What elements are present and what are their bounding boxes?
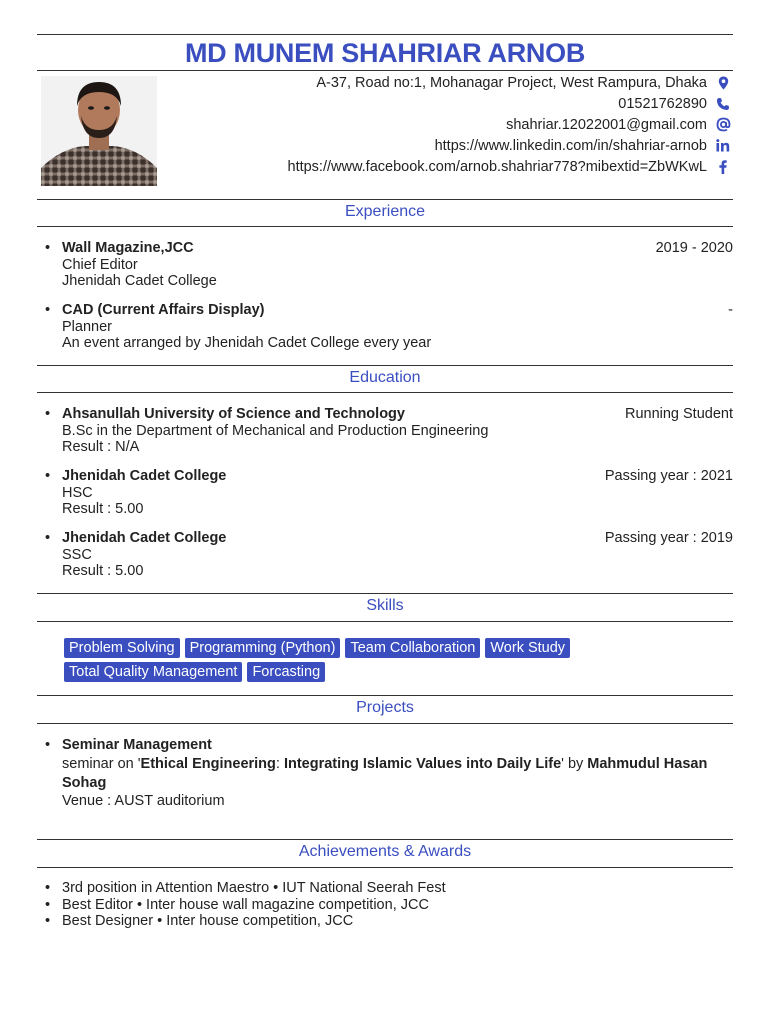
achievements-heading: Achievements & Awards [298, 843, 472, 860]
profile-photo [41, 76, 157, 186]
bullet: • [45, 530, 51, 546]
bullet: • [45, 913, 51, 929]
skill-badge: Forcasting [247, 662, 325, 682]
experience-org: Jhenidah Cadet College [62, 273, 217, 289]
skill-badge: Problem Solving [64, 638, 180, 658]
contact-email [288, 114, 732, 135]
experience-item [37, 240, 733, 290]
project-venue: Venue : AUST auditorium [62, 792, 225, 809]
experience-rule-top [37, 199, 733, 200]
project-topic-a: Ethical Engineering [140, 755, 276, 772]
achievement-item [37, 880, 733, 897]
at-icon [715, 117, 731, 132]
projects-heading: Projects [356, 699, 414, 716]
education-result: Result : 5.00 [62, 501, 144, 517]
project-item [37, 737, 733, 809]
education-rule-bottom [37, 392, 733, 393]
experience-heading: Experience [344, 203, 426, 220]
education-institution: Jhenidah Cadet College [62, 468, 227, 484]
project-title: Seminar Management [62, 737, 212, 753]
top-rule [37, 34, 733, 35]
skills-row [64, 660, 704, 684]
experience-item [37, 302, 733, 352]
achievements-rule-bottom [37, 867, 733, 868]
experience-date: 2019 - 2020 [655, 240, 733, 256]
education-result: Result : N/A [62, 439, 140, 455]
project-description [62, 755, 733, 774]
education-year: Passing year : 2021 [604, 468, 733, 484]
phone-text[interactable]: 01521762890 [618, 95, 707, 112]
achievement-item [37, 913, 733, 930]
achievement-text: Best Designer • Inter house competition, JCC [62, 913, 354, 929]
skills-list [64, 636, 704, 684]
education-institution: Jhenidah Cadet College [62, 530, 227, 546]
contact-phone [288, 93, 732, 114]
education-degree: SSC [62, 546, 92, 563]
project-sep: : [275, 755, 284, 772]
facebook-link[interactable]: https://www.facebook.com/arnob.shahriar778?mibextid=ZbWKwL [287, 158, 707, 175]
linkedin-icon [715, 139, 731, 152]
skill-badge: Programming (Python) [185, 638, 341, 658]
achievements-rule-top [37, 839, 733, 840]
bullet: • [45, 240, 51, 256]
experience-title: CAD (Current Affairs Display) [62, 302, 265, 318]
achievements-list [37, 880, 733, 930]
education-status: Running Student [624, 406, 733, 422]
skills-row [64, 636, 704, 660]
bullet: • [45, 302, 51, 318]
contact-facebook [288, 156, 732, 177]
experience-date: - [728, 302, 733, 318]
experience-role: Chief Editor [62, 256, 138, 273]
bullet: • [45, 896, 51, 913]
skill-badge: Team Collaboration [345, 638, 480, 658]
bullet: • [45, 737, 51, 753]
contact-linkedin [288, 135, 732, 156]
education-rule-top [37, 365, 733, 366]
name-rule [37, 70, 733, 71]
education-item [37, 406, 733, 456]
facebook-icon [715, 160, 731, 174]
contact-address [288, 72, 732, 93]
experience-role: Planner [62, 318, 112, 335]
bullet: • [45, 406, 51, 422]
project-speaker-b: Sohag [62, 774, 107, 791]
skill-badge: Total Quality Management [64, 662, 242, 682]
projects-rule-bottom [37, 723, 733, 724]
education-degree: HSC [62, 484, 93, 501]
phone-icon [715, 97, 731, 111]
bullet: • [45, 880, 51, 896]
education-item [37, 468, 733, 518]
achievement-item [37, 897, 733, 914]
map-pin-icon [715, 76, 731, 90]
project-prefix: seminar on ' [62, 755, 141, 772]
project-by: ' by [561, 755, 588, 772]
education-degree: B.Sc in the Department of Mechanical and Production Engineering [62, 422, 489, 439]
skill-badge: Work Study [485, 638, 570, 658]
skills-rule-top [37, 593, 733, 594]
skills-heading: Skills [366, 597, 404, 614]
project-speaker-a: Mahmudul Hasan [587, 755, 708, 772]
project-speaker-line [62, 774, 733, 793]
education-year: Passing year : 2019 [604, 530, 733, 546]
education-institution: Ahsanullah University of Science and Technology [62, 406, 405, 422]
education-result: Result : 5.00 [62, 563, 144, 579]
skills-rule-bottom [37, 621, 733, 622]
resume-name: MD MUNEM SHAHRIAR ARNOB [184, 38, 586, 68]
bullet: • [45, 468, 51, 484]
experience-rule-bottom [37, 226, 733, 227]
projects-rule-top [37, 695, 733, 696]
achievement-text: Best Editor • Inter house wall magazine competition, JCC [62, 896, 429, 913]
address-text: A-37, Road no:1, Mohanagar Project, West Rampura, Dhaka [316, 74, 707, 91]
achievement-text: 3rd position in Attention Maestro • IUT National Seerah Fest [62, 880, 446, 896]
experience-desc: An event arranged by Jhenidah Cadet College every year [62, 335, 432, 351]
education-heading: Education [349, 369, 421, 386]
email-link[interactable]: shahriar.12022001@gmail.com [506, 116, 707, 133]
project-topic-b: Integrating Islamic Values into Daily Life [283, 755, 562, 772]
education-item [37, 530, 733, 580]
contact-list [288, 72, 732, 177]
experience-title: Wall Magazine,JCC [62, 240, 194, 256]
linkedin-link[interactable]: https://www.linkedin.com/in/shahriar-arnob [434, 137, 707, 154]
